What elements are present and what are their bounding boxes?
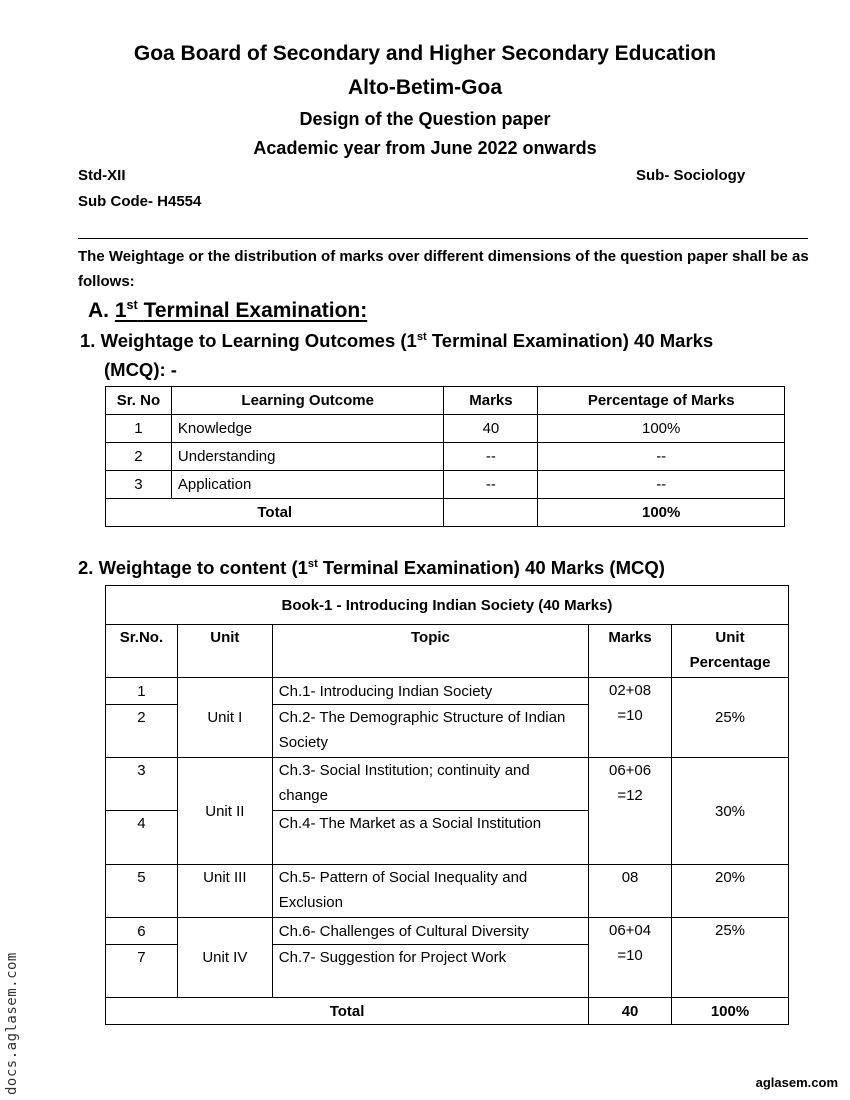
- table-row: [106, 443, 785, 471]
- sub2-prefix: 2.: [78, 557, 94, 578]
- cell-sr: 3: [106, 758, 178, 811]
- cell-unit-percentage: 20%: [672, 865, 789, 918]
- board-title: Goa Board of Secondary and Higher Secondary Education: [133, 42, 717, 65]
- sub1-sup: st: [416, 330, 427, 343]
- section-a-heading: [88, 298, 367, 323]
- watermark: docs.aglasem.com: [4, 952, 20, 1095]
- cell-outcome: Knowledge: [171, 415, 444, 443]
- cell-percentage: --: [538, 443, 785, 471]
- cell-sr: 7: [106, 945, 178, 998]
- sub1-prefix: 1.: [80, 330, 96, 351]
- header-unit-percentage: Unit Percentage: [672, 625, 789, 678]
- header-topic: Topic: [272, 625, 588, 678]
- table-row: [106, 415, 785, 443]
- paper-design-title: Design of the Question paper: [299, 109, 551, 129]
- header-learning-outcome: Learning Outcome: [171, 387, 444, 415]
- cell-sr: 5: [106, 865, 178, 918]
- sub2-text-before: Weightage to content (1: [98, 557, 308, 578]
- table-row: [106, 678, 789, 705]
- total-marks-empty: [444, 499, 538, 527]
- cell-sr: 6: [106, 918, 178, 945]
- cell-sr: 4: [106, 811, 178, 865]
- cell-sr: 2: [106, 443, 172, 471]
- total-row: [106, 998, 789, 1025]
- learning-outcome-table: [105, 386, 785, 527]
- sub-heading-2: [78, 557, 665, 579]
- table-header-row: [106, 387, 785, 415]
- cell-sr: 2: [106, 705, 178, 758]
- cell-marks: --: [444, 443, 538, 471]
- total-marks: 40: [589, 998, 672, 1025]
- total-percentage: 100%: [672, 998, 789, 1025]
- header-marks: Marks: [444, 387, 538, 415]
- cell-unit: Unit IV: [177, 918, 272, 998]
- total-row: [106, 499, 785, 527]
- section-a-number: 1: [114, 299, 127, 322]
- total-label: Total: [106, 998, 589, 1025]
- total-label: Total: [106, 499, 444, 527]
- book-title-row: [106, 586, 789, 625]
- cell-percentage: --: [538, 471, 785, 499]
- sub2-sup: st: [307, 557, 318, 570]
- cell-topic: Ch.4- The Market as a Social Institution: [272, 811, 588, 865]
- cell-unit-percentage: 30%: [672, 758, 789, 865]
- header-sr-no: Sr. No: [106, 387, 172, 415]
- total-percentage: 100%: [538, 499, 785, 527]
- cell-sr: 1: [106, 415, 172, 443]
- cell-marks: --: [444, 471, 538, 499]
- table-header-row: [106, 625, 789, 678]
- section-a-title-text: Terminal Examination:: [143, 299, 368, 322]
- cell-topic: Ch.6- Challenges of Cultural Diversity: [272, 918, 588, 945]
- cell-topic: Ch.7- Suggestion for Project Work: [272, 945, 588, 998]
- cell-unit: Unit II: [177, 758, 272, 865]
- cell-unit-percentage: 25%: [672, 918, 789, 998]
- footer-site-link[interactable]: aglasem.com: [755, 1075, 838, 1090]
- cell-marks: 02+08 =10: [589, 678, 672, 758]
- cell-topic: Ch.3- Social Institution; continuity and change: [272, 758, 588, 811]
- content-weightage-table: [105, 585, 789, 1025]
- cell-unit: Unit III: [177, 865, 272, 918]
- cell-topic: Ch.5- Pattern of Social Inequality and Exclusion: [272, 865, 588, 918]
- intro-text: The Weightage or the distribution of marks over different dimensions of the question paper shall be as follows:: [78, 248, 809, 290]
- sub-heading-1-line2: (MCQ): -: [104, 359, 177, 380]
- cell-sr: 3: [106, 471, 172, 499]
- header-marks: Marks: [589, 625, 672, 678]
- table-row: [106, 918, 789, 945]
- board-location: Alto-Betim-Goa: [348, 76, 502, 99]
- cell-topic: Ch.1- Introducing Indian Society: [272, 678, 588, 705]
- subject-label: Sub- Sociology: [636, 167, 746, 184]
- cell-topic: Ch.2- The Demographic Structure of Indian Society: [272, 705, 588, 758]
- cell-marks: 40: [444, 415, 538, 443]
- academic-year: Academic year from June 2022 onwards: [253, 138, 597, 158]
- header-percentage: Percentage of Marks: [538, 387, 785, 415]
- cell-marks: 08: [589, 865, 672, 918]
- book-title: Book-1 - Introducing Indian Society (40 Marks): [106, 586, 789, 625]
- sub1-text-before: Weightage to Learning Outcomes (1: [100, 330, 417, 351]
- table-row: [106, 758, 789, 811]
- cell-unit-percentage: 25%: [672, 678, 789, 758]
- cell-percentage: 100%: [538, 415, 785, 443]
- cell-unit: Unit I: [177, 678, 272, 758]
- sub1-text-after: Terminal Examination) 40 Marks: [431, 330, 714, 351]
- header-sr-no: Sr.No.: [106, 625, 178, 678]
- sub-heading-1: [80, 330, 713, 352]
- cell-marks: 06+06 =12: [589, 758, 672, 865]
- standard-label: Std-XII: [78, 167, 126, 184]
- section-a-sup: st: [126, 298, 138, 312]
- table-row: [106, 865, 789, 918]
- sub2-text-after: Terminal Examination) 40 Marks (MCQ): [322, 557, 665, 578]
- table-row: [106, 471, 785, 499]
- cell-outcome: Understanding: [171, 443, 444, 471]
- subject-code: Sub Code- H4554: [78, 193, 202, 210]
- section-a-title: [115, 299, 367, 322]
- cell-sr: 1: [106, 678, 178, 705]
- section-a-prefix: A.: [88, 299, 109, 322]
- divider: [78, 238, 808, 239]
- cell-outcome: Application: [171, 471, 444, 499]
- header-unit: Unit: [177, 625, 272, 678]
- cell-marks: 06+04 =10: [589, 918, 672, 998]
